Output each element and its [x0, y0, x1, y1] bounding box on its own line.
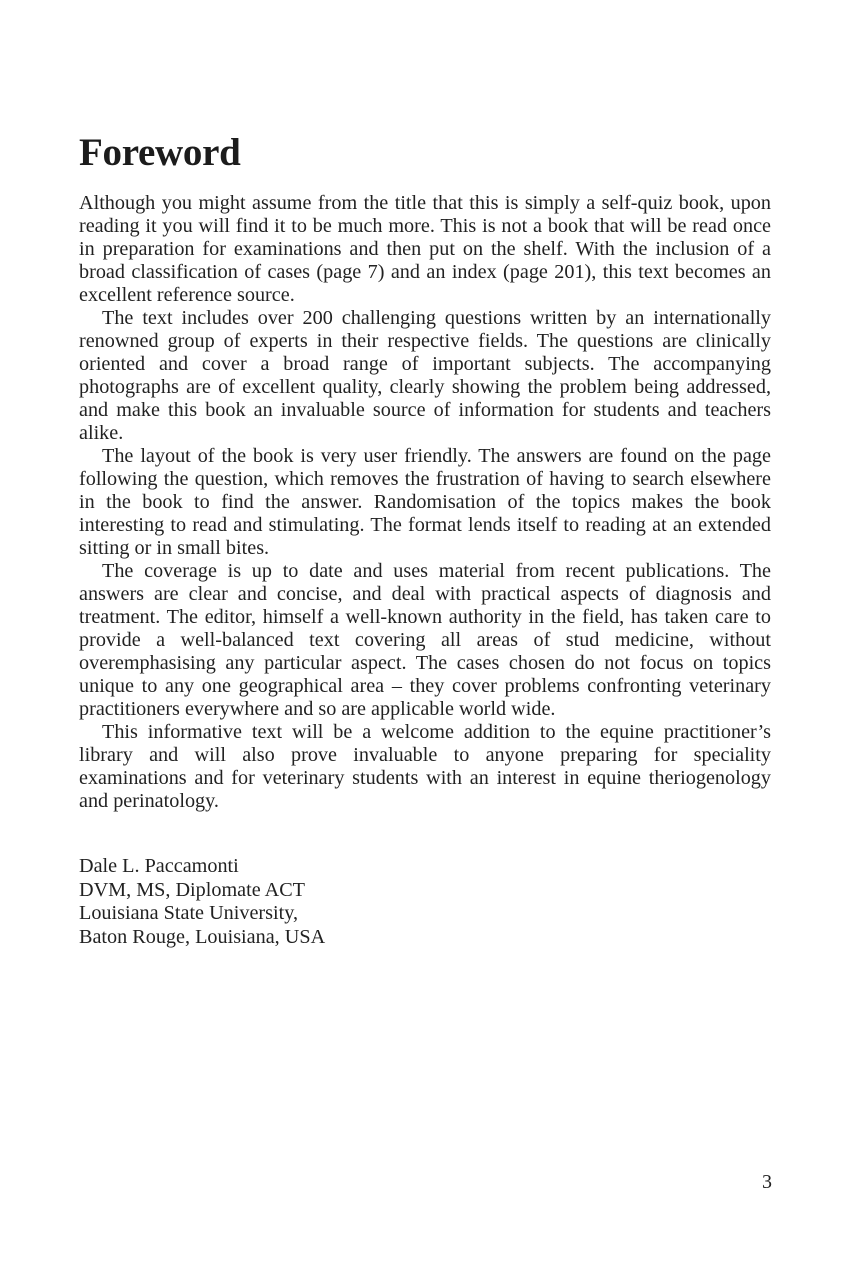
paragraph-1: Although you might assume from the title that this is simply a self-quiz book, upon reading it you will find it to be much more. This is not a book that will be read once in preparation for examinations and then put on the shelf. With the inclusion of a broad classification of cases (page 7) and an index (page 201), this text becomes an excellent reference source. — [79, 192, 771, 306]
paragraph-2: The text includes over 200 challenging questions written by an internationally renowned group of experts in their respective fields. The questions are clinically oriented and cover a broad range of important subjects. The accompanying photographs are of excellent quality, clearly showing the problem being addressed, and make this book an invaluable source of information for students and teachers alike. — [79, 307, 771, 444]
signature-block — [79, 855, 325, 949]
paragraph-4: The coverage is up to date and uses material from recent publications. The answers are clear and concise, and deal with practical aspects of diagnosis and treatment. The editor, himself a well-known authority in the field, has taken care to provide a well-balanced text covering all areas of stud medicine, without overemphasising any particular aspect. The cases chosen do not focus on topics unique to any one geographical area – they cover problems confronting veterinary practitioners everywhere and so are applicable world wide. — [79, 560, 771, 720]
foreword-body — [79, 192, 771, 813]
page-title: Foreword — [79, 131, 241, 174]
author-credentials: DVM, MS, Diplomate ACT — [79, 878, 305, 901]
author-location: Baton Rouge, Louisiana, USA — [79, 925, 326, 948]
page-number: 3 — [762, 1171, 772, 1193]
paragraph-3: The layout of the book is very user friendly. The answers are found on the page following the question, which removes the frustration of having to search elsewhere in the book to find the answer. Randomisation of the topics makes the book interesting to read and stimulating. The format lends itself to reading at an extended sitting or in small bites. — [79, 445, 771, 559]
author-institution: Louisiana State University, — [79, 902, 299, 925]
paragraph-5: This informative text will be a welcome addition to the equine practitioner’s library and will also prove invaluable to anyone preparing for speciality examinations and for veterinary students with an interest in equine theriogenology and perinatology. — [79, 721, 771, 812]
author-name: Dale L. Paccamonti — [79, 855, 239, 877]
